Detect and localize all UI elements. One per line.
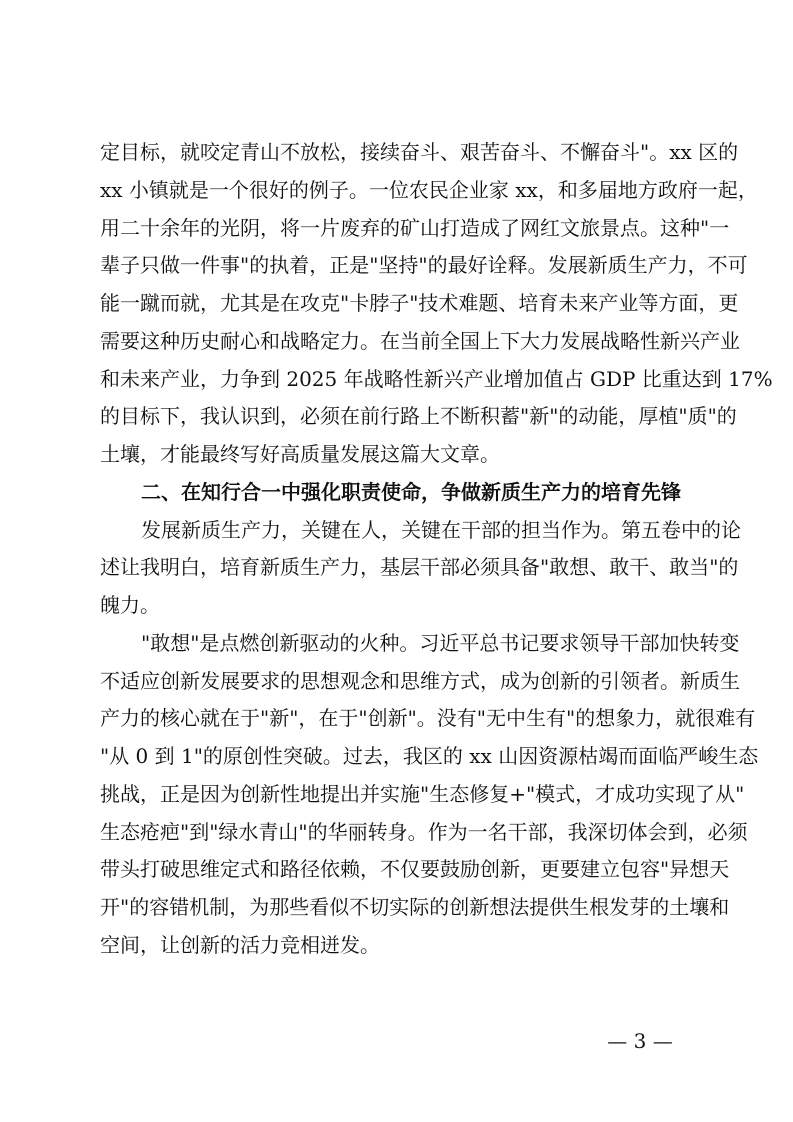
paragraph-3-line-4: "从 0 到 1"的原创性突破。过去，我区的 xx 山因资源枯竭而面临严峻生态 (100, 744, 759, 768)
paragraph-1-line-5: 能一蹴而就，尤其是在攻克"卡脖子"技术难题、培育未来产业等方面，更 (100, 291, 739, 315)
paragraph-1-line-9: 土壤，才能最终写好高质量发展这篇大文章。 (100, 442, 500, 466)
paragraph-1-line-1: 定目标，就咬定青山不放松，接续奋斗、艰苦奋斗、不懈奋斗"。xx 区的 (100, 140, 739, 164)
paragraph-1-line-2: xx 小镇就是一个很好的例子。一位农民企业家 xx，和多届地方政府一起， (100, 177, 758, 202)
paragraph-3-line-3: 产力的核心就在于"新"，在于"创新"。没有"无中生有"的想象力，就很难有 (100, 706, 756, 731)
paragraph-1-line-3: 用二十余年的光阴，将一片废弃的矿山打造成了网红文旅景点。这种"一 (100, 215, 730, 240)
section-heading: 二、在知行合一中强化职责使命，争做新质生产力的培育先锋 (141, 479, 681, 504)
paragraph-3-line-1: "敢想"是点燃创新驱动的火种。习近平总书记要求领导干部加快转变 (141, 630, 740, 655)
paragraph-3-line-2: 不适应创新发展要求的思想观念和思维方式，成为创新的引领者。新质生 (100, 668, 740, 693)
page-number: — 3 — (607, 1029, 673, 1053)
paragraph-3-line-5: 挑战，正是因为创新性地提出并实施"生态修复+"模式，才成功实现了从" (100, 781, 745, 806)
paragraph-1-line-6: 需要这种历史耐心和战略定力。在当前全国上下大力发展战略性新兴产业 (100, 328, 740, 353)
paragraph-3-line-8: 开"的容错机制，为那些看似不切实际的创新想法提供生根发芽的土壤和 (100, 895, 730, 919)
paragraph-1-line-7: 和未来产业，力争到 2025 年战略性新兴产业增加值占 GDP 比重达到 17% (100, 366, 773, 391)
document-body (100, 134, 773, 965)
paragraph-1-line-8: 的目标下，我认识到，必须在前行路上不断积蓄"新"的动能，厚植"质"的 (100, 404, 737, 429)
paragraph-3-line-9: 空间，让创新的活力竞相迸发。 (100, 932, 380, 957)
paragraph-2-line-1: 发展新质生产力，关键在人，关键在干部的担当作为。第五卷中的论 (141, 517, 741, 542)
paragraph-1-line-4: 辈子只做一件事"的执着，正是"坚持"的最好诠释。发展新质生产力，不可 (100, 253, 748, 278)
paragraph-2-line-3: 魄力。 (100, 593, 160, 617)
paragraph-2-line-2: 述让我明白，培育新质生产力，基层干部必须具备"敢想、敢干、敢当"的 (100, 555, 739, 580)
paragraph-3-line-6: 生态疮疤"到"绿水青山"的华丽转身。作为一名干部，我深切体会到，必须 (100, 819, 748, 844)
paragraph-3-line-7: 带头打破思维定式和路径依赖，不仅要鼓励创新，更要建立包容"异想天 (100, 857, 730, 882)
